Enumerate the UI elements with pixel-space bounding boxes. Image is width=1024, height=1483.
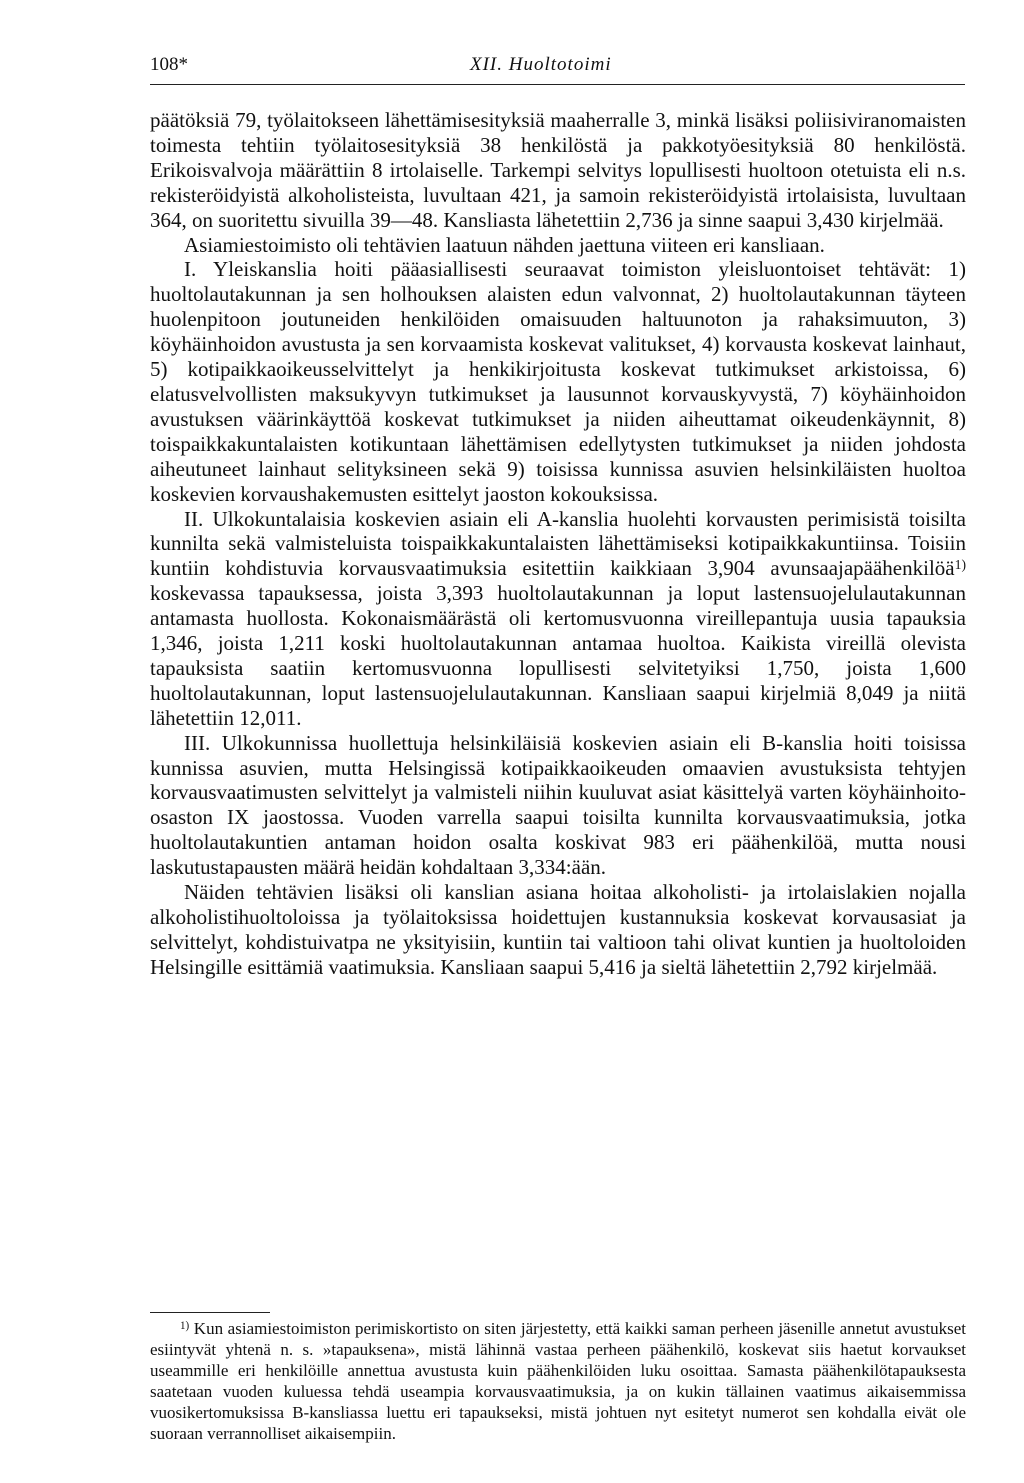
page-header [150,52,965,82]
body-text [150,108,966,980]
paragraph-continuation: päätöksiä 79, työlaitokseen lähettämisesityksiä maaherralle 3, minkä lisäksi poliisiviranomaisten toimesta tehtiin työlaitosesityksiä 38 henkilöstä ja pakkotyöesityksiä 80 henkilöstä. Erikoisvalvoja määrättiin 8 irtolaiselle. Tarkempi selvitys lopullisesti huoltoon otetuista eli n.s. rekisteröidyistä alkoholisteista, luvultaan 421, ja samoin rekisteröidyistä irtolaisista, luvultaan 364, on suoritettu sivuilla 39—48. Kansliasta lähetettiin 2,736 ja sinne saapui 3,430 kirjelmää. [150,108,966,232]
paragraph-a-office-text: II. Ulkokuntalaisia koskevien asiain eli A-kanslia huolehti korvausten perimisistä toisilta kunnilta sekä valmisteluista toispaikkakuntalaisten lähettämiseksi kotipaikkakuntiinsa. Toisiin kuntiin kohdistuvia korvausvaatimuksia esitettiin kaikkiaan 3,904 avunsaajapäähenkilöä [150,506,966,581]
header-rule [150,84,965,85]
footnote-reference: 1) [954,557,966,573]
page-number: 108* [150,54,188,75]
paragraph-additional-tasks: Näiden tehtävien lisäksi oli kanslian asiana hoitaa alkoholisti- ja irtolaislakien nojalla alkoholistihuoltoloissa ja työlaitoksissa hoidettujen kustannuksia koskevat korvausasiat ja selvittelyt, kohdistuivatpa ne yksityisiin, kuntiin tai valtioon tahi olivat kuntien ja huoltoloiden Helsingille esittämiä vaatimuksia. Kansliaan saapui 5,416 ja sieltä lähetettiin 2,792 kirjelmää. [150,880,966,979]
footnotes [150,1318,966,1444]
footnote-rule [150,1312,270,1313]
paragraph-b-office: III. Ulkokunnissa huollettuja helsinkiläisiä koskevien asiain eli B-kanslia hoiti toisissa kunnissa asuvien, mutta Helsingissä kotipaikkaoikeuden omaavien avustuksista tehtyjen korvausvaatimusten selvittelyt ja valmisteli niihin kuuluvat asiat käsittelyä varten köyhäinhoito-osaston IX jaostossa. Vuoden varrella saapui toisilta kunnilta korvausvaatimuksia, jotka huoltolautakuntien antaman hoidon osalta koskivat 983 eri päähenkilöä, mutta nousi laskutustapausten määrä heidän kohdaltaan 3,334:ään. [150,730,966,880]
footnote-marker: 1) [180,1320,190,1333]
paragraph-a-office [150,507,966,731]
paragraph-general-office: I. Yleiskanslia hoiti pääasiallisesti seuraavat toimiston yleisluontoiset tehtävät: 1) huoltolautakunnan ja sen holhouksen alaisten edun valvonnat, 2) huoltolautakunnan täyteen huolenpitoon joutuneiden henkilöiden omaisuuden haltuunoton ja rahaksimuuton, 3) köyhäinhoidon avustusta ja sen korvaamista koskevat valitukset, 4) korvausta koskevat lainhaut, 5) kotipaikkaoikeusselvittelyt ja henkikirjoitusta koskevat tutkimukset arkistoissa, 6) elatusvelvollisten maksukyvyn tutkimukset ja lausunnot korvauskyvystä, 7) köyhäinhoidon avustuksen väärinkäyttöä koskevat tutkimukset ja niiden aiheuttamat oikeudenkäynnit, 8) toispaikkakuntalaisten kotikuntaan lähettämisen edellytysten tutkimukset ja niiden johdosta aiheutuneet lainhaut selityksineen sekä 9) toisissa kunnissa asuvien helsinkiläisten huoltoa koskevien korvaushakemusten esittelyt jaoston kokouksissa. [150,257,966,506]
paragraph-offices-intro: Asiamiestoimisto oli tehtävien laatuun nähden jaettuna viiteen eri kansliaan. [184,232,825,257]
running-head: XII. Huoltotoimi [470,54,612,75]
footnote-text: Kun asiamiestoimiston perimiskortisto on siten järjestetty, että kaikki saman perheen jäsenille annetut avustukset esiintyvät yhtenä n. s. »tapauksena», mistä lähinnä vastaa perheen päähenkilö, koskevat siis haetut korvaukset useammille eri henkilöille annettua avustusta kuin päähenkilöiden luku osoittaa. Samasta päähenkilötapauksesta saatetaan vuoden kuluessa tehdä useampia korvausvaatimuksia, ja on kukin tällainen vaatimus aikaisemmissa vuosikertomuksissa B-kansliassa luettu eri tapaukseksi, mistä johtuen nyt esitetyt numerot sen kohdalla eivät ole suoraan verrannolliset aikaisempiin. [150,1319,966,1443]
footnote [150,1318,966,1444]
paragraph-a-office-text-continued: koskevassa tapauksessa, joista 3,393 huoltolautakunnan ja loput lastensuojelulautakunnan antamasta huollosta. Kokonaismäärästä oli kertomusvuonna vireillepantuja uusia tapauksia 1,346, joista 1,211 koski huoltolautakunnan antamaa huoltoa. Kaikista vireillä olevista tapauksista saatiin kertomusvuonna lopullisesti selvitetyiksi 1,750, joista 1,600 huoltolautakunnan, loput lastensuojelulautakunnan. Kansliaan saapui kirjelmiä 8,049 ja niitä lähetettiin 12,011. [150,581,966,730]
